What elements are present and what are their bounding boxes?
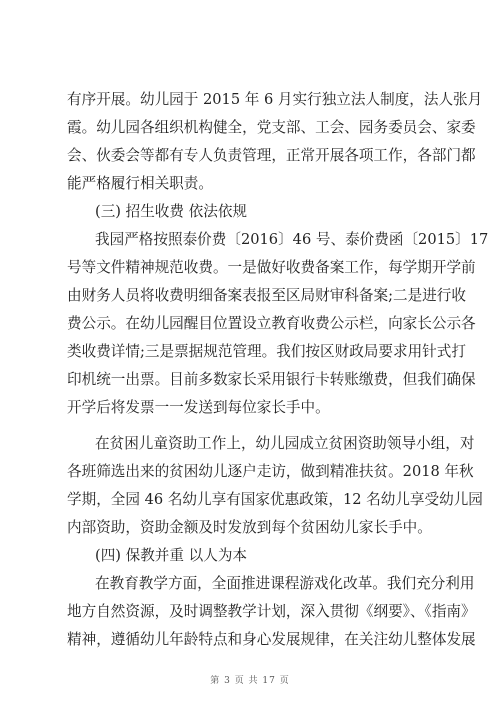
paragraph-line: 费公示。在幼儿园醒目位置设立教育收费公示栏，向家长公示各 [67,315,476,332]
paragraph-line: 在教育教学方面，全面推进课程游戏化改革。我们充分利用 [95,575,475,592]
paragraph-line: 精神，遵循幼儿年龄特点和身心发展规律，在关注幼儿整体发展 [67,631,476,648]
paragraph-line: 地方自然资源，及时调整教学计划，深入贯彻《纲要》、《指南》 [67,603,476,620]
paragraph-line: 印机统一出票。目前多数家长采用银行卡转账缴费，但我们确保 [67,371,476,388]
paragraph-line: 能严格履行相关职责。 [67,175,213,192]
paragraph-line: 类收费详情;三是票据规范管理。我们按区财政局要求用针式打 [67,343,466,360]
paragraph-line: 各班筛选出来的贫困幼儿逐户走访，做到精准扶贫。2018 年秋 [67,463,474,480]
page-number-footer: 第 3 页 共 17 页 [210,676,290,686]
paragraph-line: 内部资助，资助金额及时发放到每个贫困幼儿家长手中。 [67,519,432,536]
paragraph-line: 霞。幼儿园各组织机构健全，党支部、工会、园务委员会、家委 [67,119,476,136]
paragraph-line: 学期，全园 46 名幼儿享有国家优惠政策，12 名幼儿享受幼儿园 [67,491,483,508]
paragraph-line: 会、伙委会等都有专人负责管理，正常开展各项工作，各部门都 [67,147,476,164]
paragraph-line: 我园严格按照泰价费〔2016〕46 号、泰价费函〔2015〕17 [95,231,489,248]
section-heading: (三) 招生收费 依法依规 [95,203,248,220]
paragraph-line: 在贫困儿童资助工作上，幼儿园成立贫困资助领导小组，对 [95,435,475,452]
paragraph-line: 有序开展。幼儿园于 2015 年 6 月实行独立法人制度，法人张月 [67,91,483,108]
paragraph-line: 号等文件精神规范收费。一是做好收费备案工作，每学期开学前 [67,259,476,276]
paragraph-line: 由财务人员将收费明细备案表报至区局财审科备案;二是进行收 [67,287,466,304]
paragraph-line: 开学后将发票一一发送到每位家长手中。 [67,399,330,416]
section-heading: (四) 保教并重 以人为本 [95,547,248,564]
